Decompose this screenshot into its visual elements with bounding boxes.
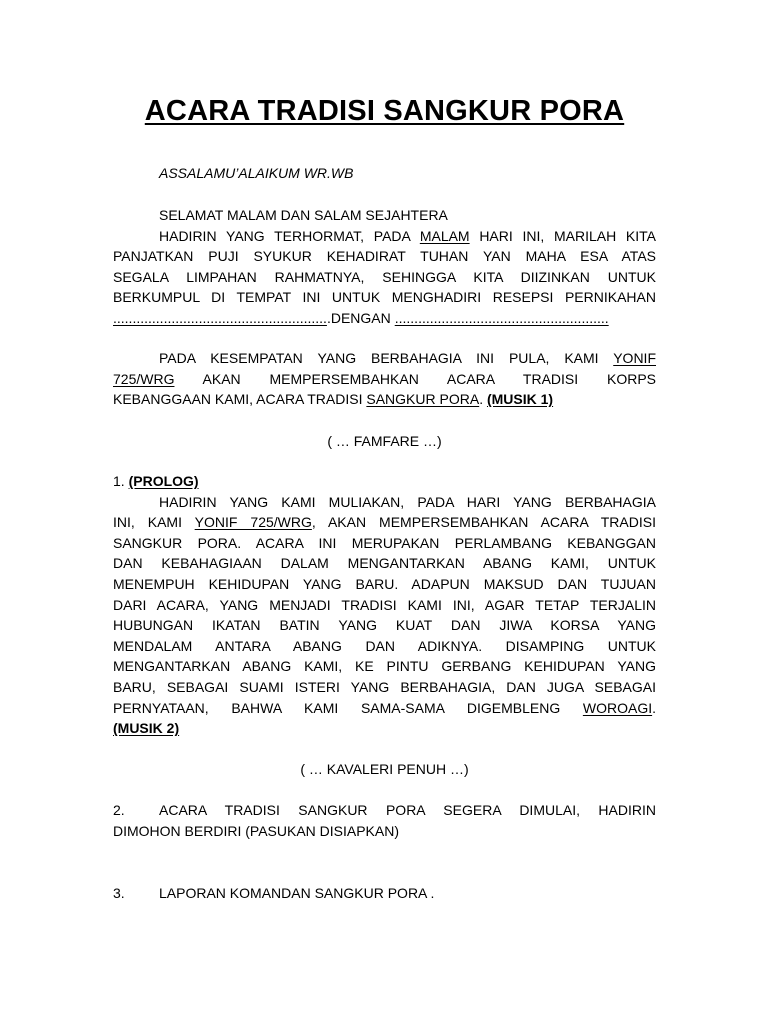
text-run: ACARA TRADISI SANGKUR PORA SEGERA DIMULAI, HADIRIN: [159, 802, 656, 818]
item-number: 1.: [113, 473, 129, 489]
text-run: LAPORAN KOMANDAN SANGKUR PORA .: [159, 885, 435, 901]
kesempatan-line-1: [113, 348, 656, 369]
opening-line-3: PANJATKAN PUJI SYUKUR KEHADIRAT TUHAN YAN MAHA ESA ATAS: [113, 248, 656, 265]
kesempatan-line-3: [113, 389, 656, 410]
item-3-line: [113, 883, 656, 904]
text-run: HADIRIN YANG TERHORMAT, PADA: [159, 227, 420, 244]
opening-line-4: SEGALA LIMPAHAN RAHMATNYA, SEHINGGA KITA DIIZINKAN UNTUK: [113, 268, 656, 285]
text-run: PERNYATAAN, BAHWA KAMI SAMA-SAMA DIGEMBLENG: [113, 699, 583, 716]
text-run: AKAN MEMPERSEMBAHKAN ACARA TRADISI KORPS: [174, 370, 656, 387]
item-number: 2.: [113, 802, 125, 818]
prolog-section: [113, 471, 656, 739]
kavaleri-cue: ( … KAVALERI PENUH …): [300, 761, 469, 777]
text-run: HARI INI, MARILAH KITA: [469, 227, 656, 244]
underlined-word: SANGKUR PORA: [366, 391, 480, 408]
text-run: , AKAN MEMPERSEMBAHKAN ACARA TRADISI: [311, 514, 656, 531]
prolog-line-4: DAN KEBAHAGIAAN DALAM MENGANTARKAN ABANG KAMI, UNTUK: [113, 555, 656, 572]
text-run: PADA KESEMPATAN YANG BERBAHAGIA INI PULA, KAMI: [159, 350, 614, 366]
prolog-line-9: MENGANTARKAN ABANG KAMI, KE PINTU GERBANG KEHIDUPAN YANG: [113, 658, 656, 675]
prolog-heading: [113, 471, 656, 492]
greeting: ASSALAMU’ALAIKUM WR.WB: [159, 165, 354, 181]
blank-name-1: .......................................................: [113, 309, 327, 326]
prolog-line-8: MENDALAM ANTARA ABANG DAN ADIKNYA. DISAMPING UNTUK: [113, 637, 656, 654]
prolog-line-6: DARI ACARA, YANG MENJADI TRADISI KAMI INI, AGAR TETAP TERJALIN: [113, 596, 656, 613]
underlined-word: 725/WRG: [113, 370, 175, 387]
opening-line-2: [113, 226, 656, 247]
famfare-cue: ( … FAMFARE …): [327, 433, 442, 449]
blank-name-2: .......................................................: [394, 309, 609, 326]
opening-line-5: BERKUMPUL DI TEMPAT INI UNTUK MENGHADIRI RESEPSI PERNIKAHAN: [113, 289, 656, 306]
underlined-word: YONIF: [613, 350, 656, 366]
text-run: INI, KAMI: [113, 514, 195, 531]
prolog-line-2: [113, 512, 656, 533]
music-cue: (MUSIK 1): [486, 391, 554, 408]
kesempatan-line-2: [113, 369, 656, 390]
prolog-line-10: BARU, SEBAGAI SUAMI ISTERI YANG BERBAHAGIA, DAN JUGA SEBAGAI: [113, 678, 656, 695]
text-run: KEBANGGAAN KAMI, ACARA TRADISI: [113, 391, 367, 408]
opening-paragraph: [113, 205, 656, 329]
text-run: .: [652, 699, 656, 716]
prolog-line-11: [113, 698, 656, 719]
prolog-line-3: SANGKUR PORA. ACARA INI MERUPAKAN PERLAMBANG KEBANGGAN: [113, 534, 656, 551]
underlined-word: WOROAGI: [582, 699, 653, 716]
item-3: [113, 883, 656, 904]
item-2-line-1: [113, 800, 656, 821]
music-cue: (MUSIK 2): [113, 720, 180, 737]
prolog-line-1: HADIRIN YANG KAMI MULIAKAN, PADA HARI YANG BERBAHAGIA: [159, 493, 656, 510]
item-2-line-2: DIMOHON BERDIRI (PASUKAN DISIAPKAN): [113, 822, 400, 839]
text-run: .DENGAN: [326, 309, 391, 326]
underlined-word: YONIF 725/WRG: [194, 514, 312, 531]
kesempatan-paragraph: [113, 348, 656, 410]
underlined-word: MALAM: [419, 227, 470, 244]
item-2: [113, 800, 656, 841]
opening-line-6: [113, 308, 656, 329]
document-title: ACARA TRADISI SANGKUR PORA: [144, 95, 625, 127]
prolog-line-7: HUBUNGAN IKATAN BATIN YANG KUAT DAN JIWA KORSA YANG: [113, 617, 656, 634]
prolog-label: (PROLOG): [128, 473, 199, 489]
text-run: .: [479, 391, 487, 408]
opening-line-1: SELAMAT MALAM DAN SALAM SEJAHTERA: [159, 207, 448, 223]
prolog-line-5: MENEMPUH KEHIDUPAN YANG BARU. ADAPUN MAKSUD DAN TUJUAN: [113, 575, 656, 592]
item-number: 3.: [113, 885, 125, 901]
